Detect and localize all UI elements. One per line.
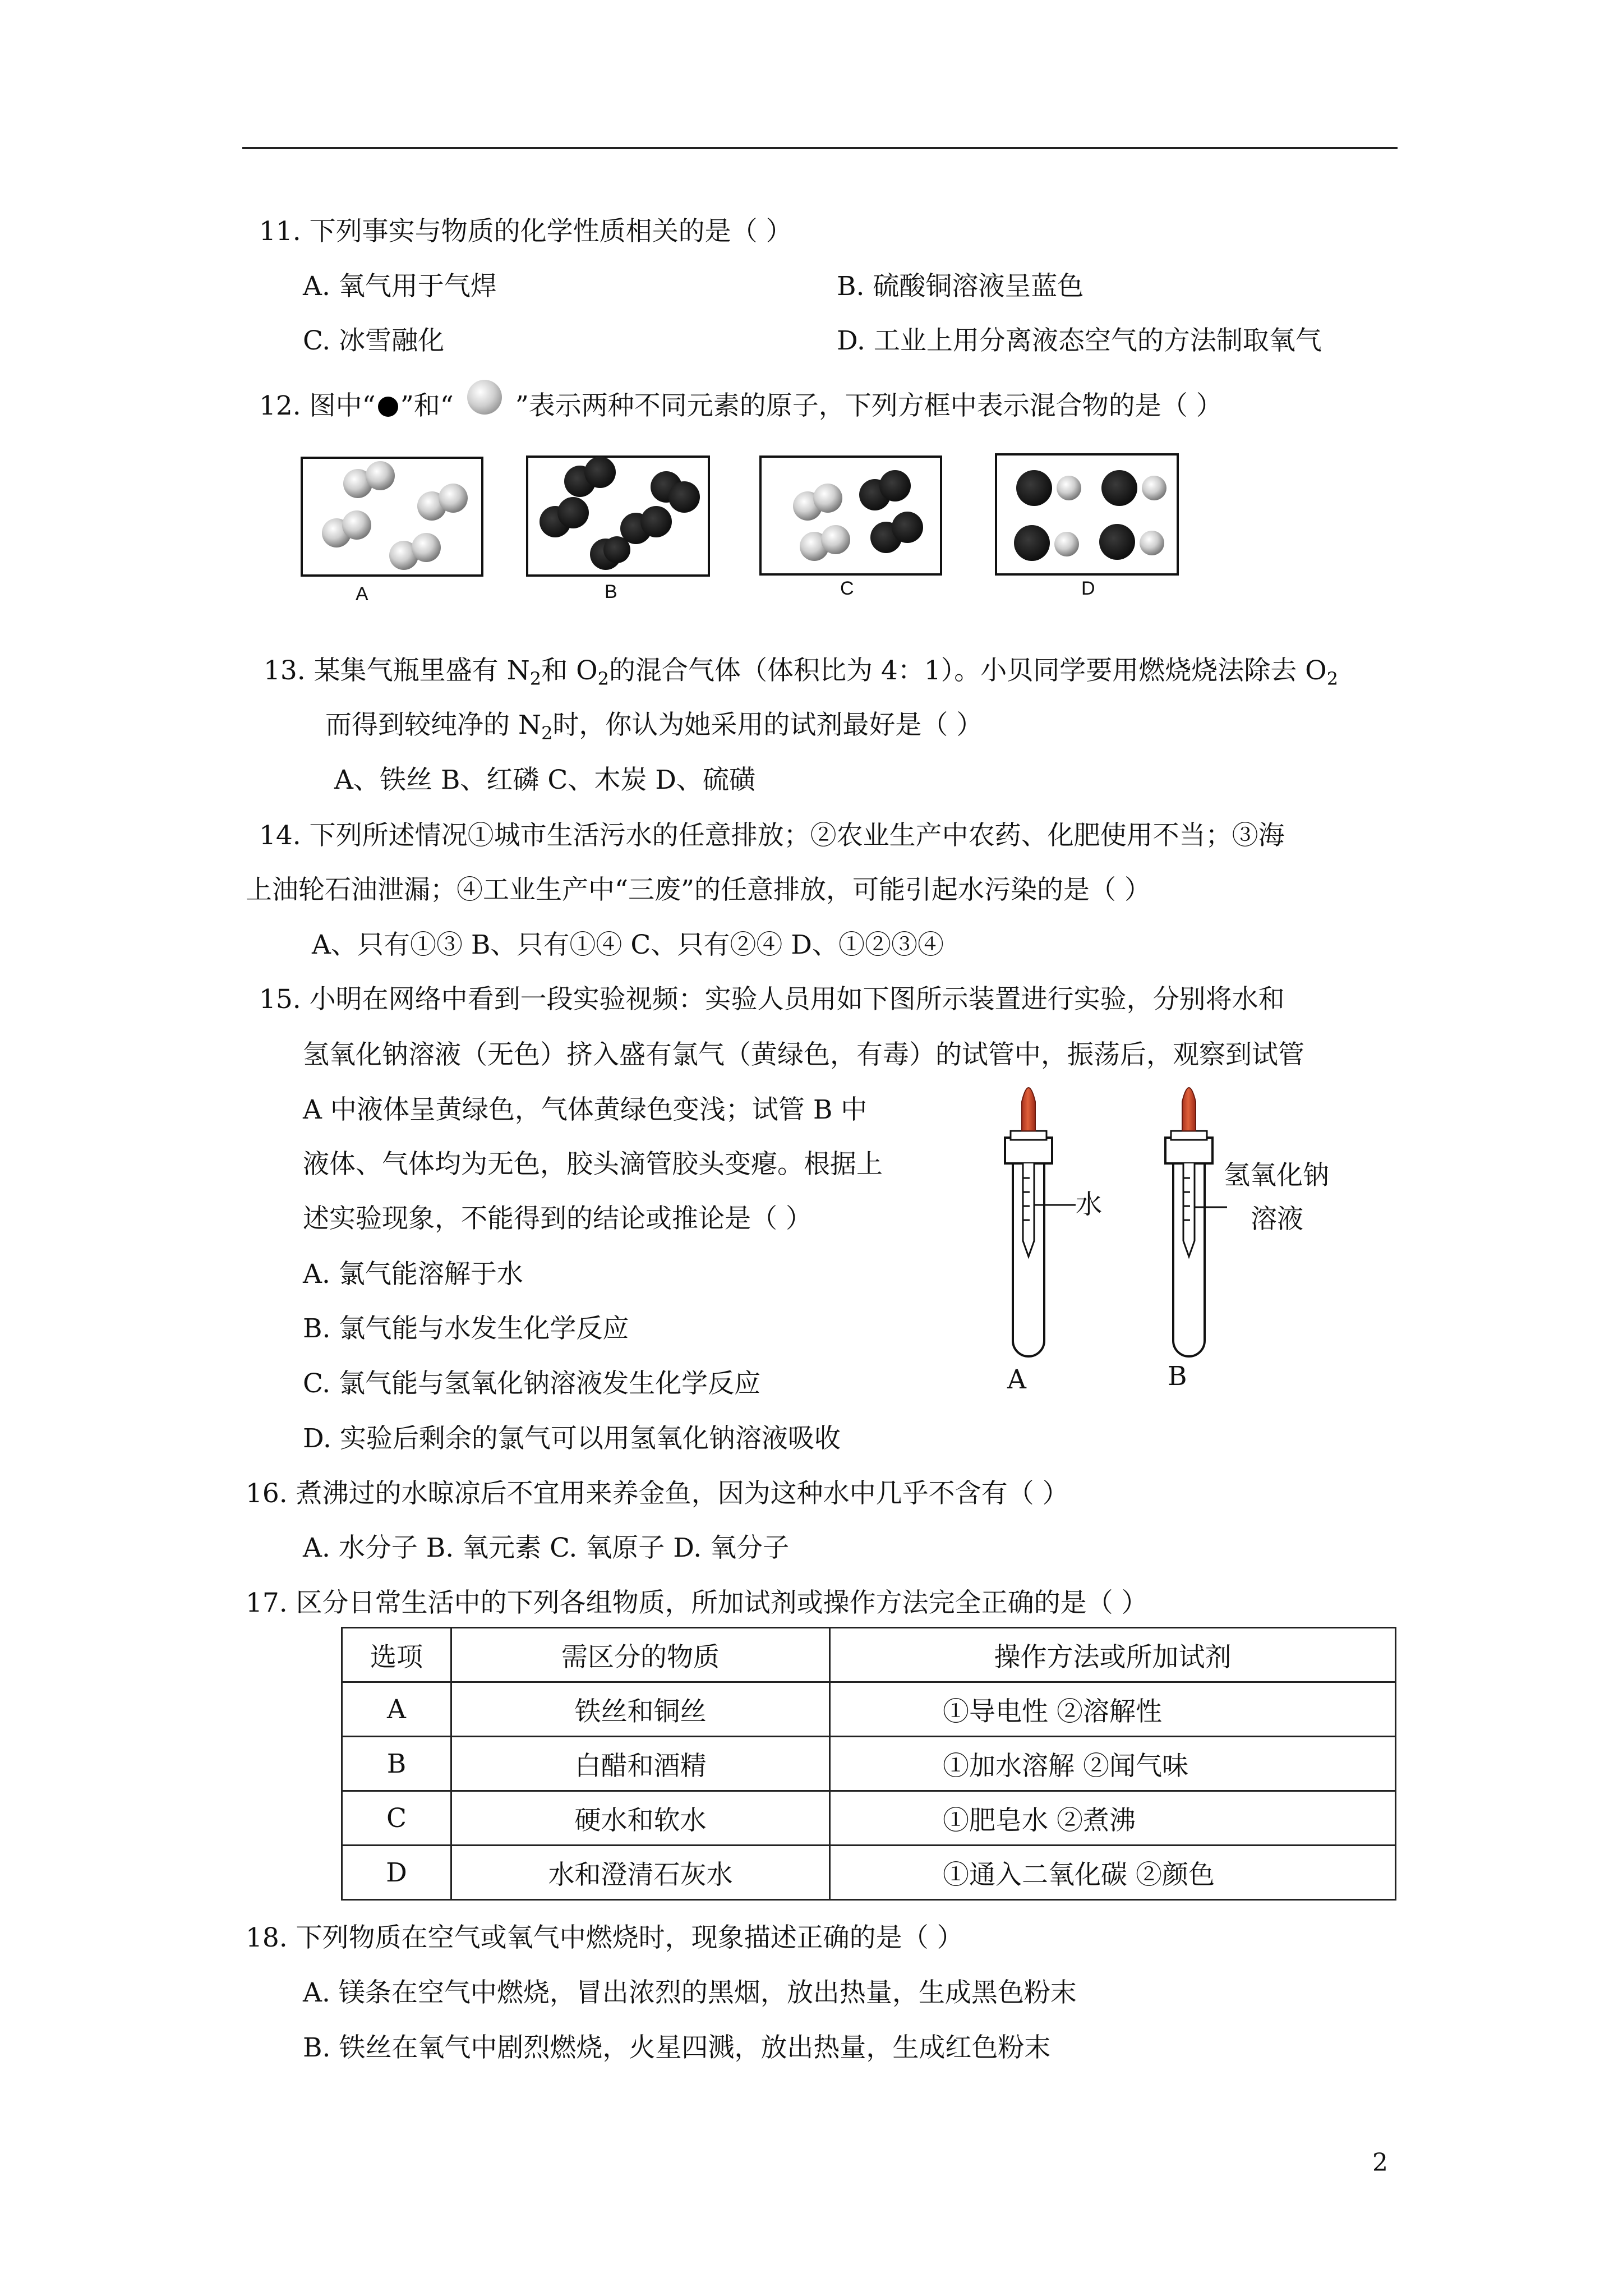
table-cell: 水和澄清石灰水: [451, 1846, 830, 1900]
q14-options: A、只有①③ B、只有①④ C、只有②④ D、①②③④: [312, 930, 944, 960]
q12-box-c: [760, 457, 941, 574]
test-tube-a: [1005, 1088, 1076, 1356]
q13-text-1a: 13. 某集气瓶里盛有 N: [264, 655, 530, 686]
q16-options: A. 水分子 B. 氧元素 C. 氧原子 D. 氧分子: [303, 1533, 790, 1563]
q14-line-1: 14. 下列所述情况①城市生活污水的任意排放；②农业生产中农药、化肥使用不当；③海: [259, 820, 1285, 851]
q12-label-d: D: [1081, 578, 1095, 599]
table-cell: 硬水和软水: [451, 1791, 830, 1846]
q11-option-c: C. 冰雪融化: [303, 325, 445, 356]
q11-option-a: A. 氧气用于气焊: [303, 271, 497, 302]
table-cell: 白醋和酒精: [451, 1737, 830, 1791]
test-tube-b: [1165, 1088, 1227, 1356]
black-atom-symbol-icon: [378, 397, 398, 417]
q12-box-d: [996, 454, 1178, 574]
q15-line-2: 氢氧化钠溶液（无色）挤入盛有氯气（黄绿色，有毒）的试管中，振荡后，观察到试管: [303, 1039, 1304, 1070]
table-cell: B: [342, 1737, 451, 1791]
q15-water-label: 水: [1076, 1189, 1102, 1220]
q11-option-b: B. 硫酸铜溶液呈蓝色: [837, 271, 1084, 302]
q13-text-2b: 时，你认为她采用的试剂最好是（ ）: [552, 710, 983, 740]
q18-option-b: B. 铁丝在氧气中剧烈燃烧，火星四溅，放出热量，生成红色粉末: [303, 2032, 1051, 2063]
q15-naoh-label-2: 溶液: [1251, 1204, 1303, 1235]
q14-line-2: 上油轮石油泄漏；④工业生产中“三废”的任意排放，可能引起水污染的是（ ）: [246, 875, 1151, 905]
q15-tube-a-label: A: [1007, 1364, 1026, 1395]
table-header-cell: 需区分的物质: [451, 1628, 830, 1682]
q13-text-1c: 的混合气体（体积比为 4：1）。小贝同学要用燃烧烧法除去 O: [608, 655, 1327, 686]
table-cell: C: [342, 1791, 451, 1846]
q13-sub-4: 2: [541, 723, 553, 744]
q15-tube-b-label: B: [1168, 1361, 1187, 1392]
q11-stem: 11. 下列事实与物质的化学性质相关的是（ ）: [259, 216, 792, 247]
q12-molecule-figure: [292, 443, 1245, 611]
q13-options: A、铁丝 B、红磷 C、木炭 D、硫磺: [334, 765, 755, 795]
table-cell: D: [342, 1846, 451, 1900]
q13-line-1: [264, 654, 1338, 696]
q15-line-5: 述实验现象，不能得到的结论或推论是（ ）: [303, 1203, 812, 1234]
table-cell: ①加水溶解 ②闻气味: [830, 1737, 1396, 1791]
q12-label-b: B: [605, 581, 617, 602]
q15-option-d: D. 实验后剩余的氯气可以用氢氧化钠溶液吸收: [303, 1423, 841, 1454]
q15-naoh-label-1: 氢氧化钠: [1224, 1160, 1329, 1191]
q13-sub-1: 2: [529, 668, 542, 689]
q17-stem: 17. 区分日常生活中的下列各组物质，所加试剂或操作方法完全正确的是（ ）: [246, 1588, 1148, 1618]
q15-test-tube-figure: [976, 1077, 1368, 1397]
grey-atom-symbol-icon: [467, 380, 502, 415]
q11-option-d: D. 工业上用分离液态空气的方法制取氧气: [837, 325, 1322, 356]
table-row: [342, 1682, 1396, 1737]
q12-stem-part3: ”表示两种不同元素的原子，下列方框中表示混合物的是（ ）: [515, 390, 1223, 421]
table-header-row: [342, 1628, 1396, 1682]
q15-option-a: A. 氯气能溶解于水: [303, 1259, 523, 1290]
q15-line-4: 液体、气体均为无色，胶头滴管胶头变瘪。根据上: [303, 1149, 883, 1180]
q17-table: [341, 1627, 1396, 1901]
q15-line-1: 15. 小明在网络中看到一段实验视频：实验人员用如下图所示装置进行实验，分别将水和: [259, 984, 1285, 1015]
q15-line-3: A 中液体呈黄绿色，气体黄绿色变浅；试管 B 中: [303, 1094, 868, 1125]
table-row: [342, 1791, 1396, 1846]
q18-stem: 18. 下列物质在空气或氧气中燃烧时，现象描述正确的是（ ）: [246, 1922, 963, 1953]
q12-stem: [259, 380, 1223, 423]
q12-label-c: C: [840, 578, 854, 599]
q15-option-c: C. 氯气能与氢氧化钠溶液发生化学反应: [303, 1368, 761, 1399]
table-row: [342, 1846, 1396, 1900]
q12-box-a: [302, 458, 482, 576]
table-header-cell: 选项: [342, 1628, 451, 1682]
q18-option-a: A. 镁条在空气中燃烧，冒出浓烈的黑烟，放出热量，生成黑色粉末: [303, 1977, 1077, 2008]
q16-stem: 16. 煮沸过的水晾凉后不宜用来养金鱼，因为这种水中几乎不含有（ ）: [246, 1478, 1069, 1509]
q13-sub-2: 2: [597, 668, 609, 689]
q15-option-b: B. 氯气能与水发生化学反应: [303, 1313, 629, 1344]
table-cell: ①通入二氧化碳 ②颜色: [830, 1846, 1396, 1900]
q12-box-b: [527, 457, 709, 576]
q12-stem-part2: ”和“: [400, 390, 454, 421]
table-cell: ①导电性 ②溶解性: [830, 1682, 1396, 1737]
page-number: 2: [1372, 2148, 1388, 2177]
table-row: [342, 1737, 1396, 1791]
table-cell: ①肥皂水 ②煮沸: [830, 1791, 1396, 1846]
q13-text-1b: 和 O: [541, 655, 598, 686]
q13-line-2: [325, 708, 983, 750]
q13-sub-3: 2: [1326, 668, 1339, 689]
table-header-cell: 操作方法或所加试剂: [830, 1628, 1396, 1682]
table-cell: 铁丝和铜丝: [451, 1682, 830, 1737]
q13-text-2a: 而得到较纯净的 N: [325, 710, 542, 740]
q12-label-a: A: [356, 583, 368, 605]
header-rule: [242, 147, 1398, 149]
q12-stem-part1: 12. 图中“: [259, 390, 376, 421]
table-cell: A: [342, 1682, 451, 1737]
